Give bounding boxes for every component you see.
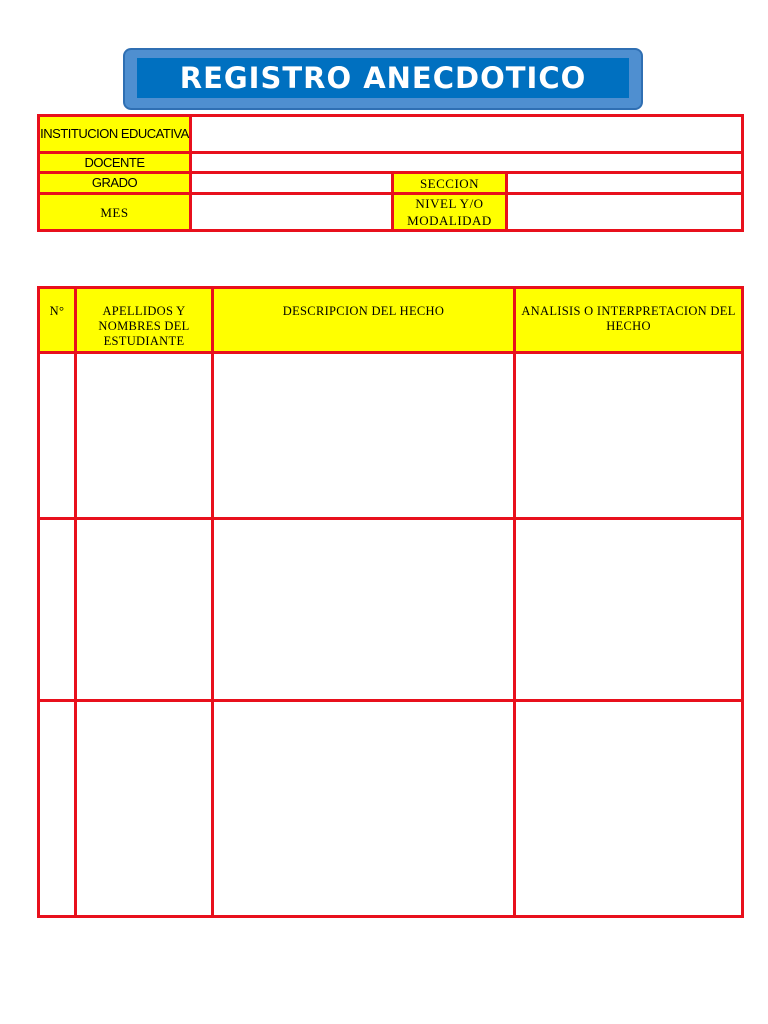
info-table <box>37 114 744 232</box>
grado-label: GRADO <box>39 173 191 194</box>
analisis-cell[interactable] <box>515 519 743 701</box>
header-numero: N° <box>39 288 76 353</box>
descripcion-cell[interactable] <box>213 701 515 917</box>
header-analisis: ANALISIS O INTERPRETACION DEL HECHO <box>515 288 743 353</box>
descripcion-cell[interactable] <box>213 519 515 701</box>
info-row-docente <box>39 153 743 173</box>
info-row-grado <box>39 173 743 194</box>
docente-field[interactable] <box>191 153 743 173</box>
table-row <box>39 701 743 917</box>
nombre-cell[interactable] <box>76 701 213 917</box>
page-title: REGISTRO ANECDOTICO <box>179 61 587 95</box>
numero-cell[interactable] <box>39 519 76 701</box>
title-banner <box>123 48 643 110</box>
table-row <box>39 519 743 701</box>
nombre-cell[interactable] <box>76 519 213 701</box>
header-descripcion: DESCRIPCION DEL HECHO <box>213 288 515 353</box>
mes-field[interactable] <box>191 194 393 231</box>
mes-label: MES <box>39 194 191 231</box>
numero-cell[interactable] <box>39 701 76 917</box>
analisis-cell[interactable] <box>515 353 743 519</box>
header-row <box>39 288 743 353</box>
anecdotal-table <box>37 286 744 918</box>
info-row-institucion <box>39 116 743 153</box>
nivel-label: NIVEL Y/O MODALIDAD <box>393 194 507 231</box>
descripcion-cell[interactable] <box>213 353 515 519</box>
seccion-field[interactable] <box>507 173 743 194</box>
grado-field[interactable] <box>191 173 393 194</box>
table-row <box>39 353 743 519</box>
institucion-field[interactable] <box>191 116 743 153</box>
institucion-label: INSTITUCION EDUCATIVA <box>39 116 191 153</box>
title-banner-inner <box>137 58 629 98</box>
analisis-cell[interactable] <box>515 701 743 917</box>
seccion-label: SECCION <box>393 173 507 194</box>
header-apellidos-nombres: APELLIDOS Y NOMBRES DEL ESTUDIANTE <box>76 288 213 353</box>
numero-cell[interactable] <box>39 353 76 519</box>
nombre-cell[interactable] <box>76 353 213 519</box>
docente-label: DOCENTE <box>39 153 191 173</box>
info-row-mes <box>39 194 743 231</box>
nivel-field[interactable] <box>507 194 743 231</box>
